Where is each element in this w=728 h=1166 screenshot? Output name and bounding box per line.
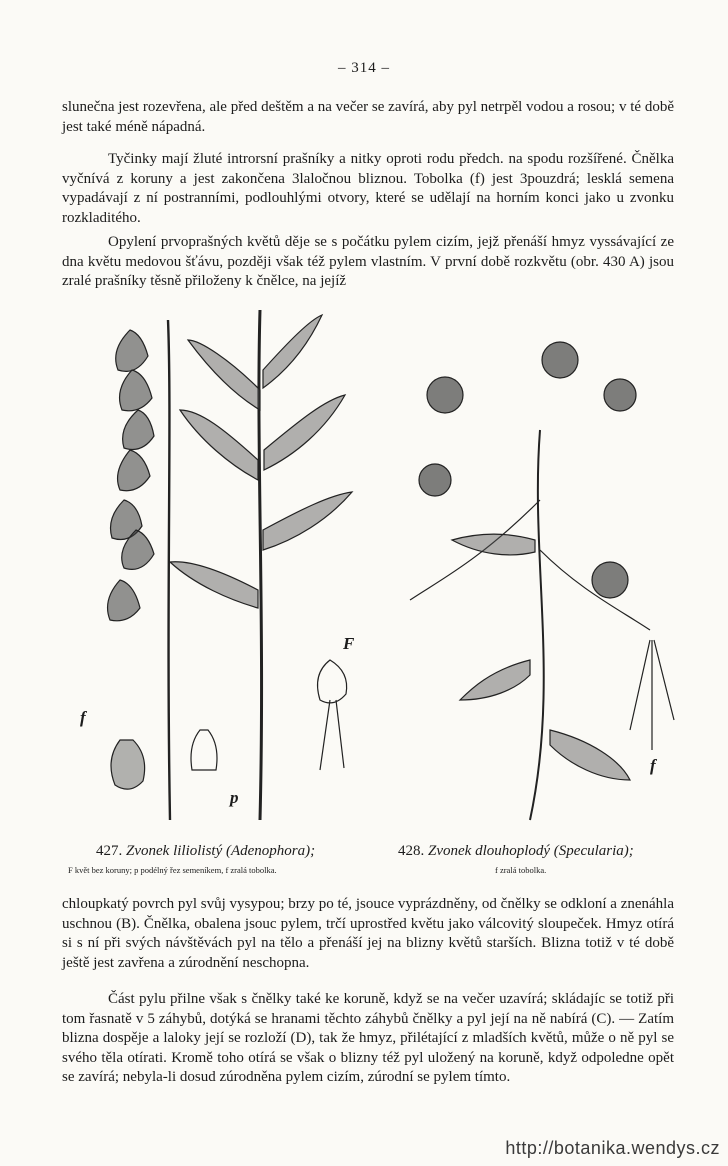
- specularia-flower: [604, 379, 636, 411]
- figure-427-number: 427.: [96, 843, 123, 859]
- adenophora-leafy-stem: [259, 310, 262, 820]
- label-f-428: f: [650, 756, 656, 775]
- specularia-flower: [427, 377, 463, 413]
- leaf: [264, 395, 345, 470]
- label-p-427: p: [230, 788, 239, 807]
- botanical-illustration: [60, 300, 680, 840]
- flower-F: [318, 660, 347, 703]
- leaf: [180, 410, 258, 480]
- figure-428-title: Zvonek dlouhoplodý (Specularia);: [428, 843, 634, 859]
- paragraph-4: chloupkatý povrch pyl svůj vysypou; brzy po té, jsouce vyprázdněny, od čnělky se odkloní a znenáhla uschnou (B). Čnělka, obalena jsouc pylem, trčí uprostřed květu jako válcovitý sloupeček. Hmyz otírá si s ní při svých návštěvách pyl na tělo a přenáší jej na blizny květů starších. Blizna totiž v té době ještě jest zavřena a zúrodnění neschopna.: [62, 896, 674, 971]
- figure-428-subcaption: f zralá tobolka.: [495, 865, 547, 875]
- leaf: [550, 730, 630, 780]
- leaf: [263, 492, 352, 550]
- paragraph-1: slunečna jest rozevřena, ale před deštěm a na večer se zavírá, aby pyl netrpěl vodou a rosou; v té době jest také méně nápadná.: [62, 99, 674, 135]
- figure-428-number: 428.: [398, 843, 425, 859]
- bell-flower: [123, 410, 154, 450]
- page-number: – 314 –: [338, 60, 390, 76]
- figure-428-caption: [398, 843, 634, 860]
- bell-flower: [116, 330, 148, 371]
- leaf: [452, 534, 535, 555]
- ovary-section-p: [191, 730, 217, 770]
- figure-427-title: Zvonek liliolistý (Adenophora);: [126, 843, 316, 859]
- capsule-f: [111, 740, 145, 789]
- footer-url[interactable]: http://botanika.wendys.cz: [505, 1138, 720, 1158]
- paragraph-3: Opylení prvoprašných květů děje se s počátku pylem cizím, jejž přenáší hmyz vyssávající ze dna květu medovou šťávu, později však též pylem vlastním. V první době rozkvětu (obr. 430 A) jsou zralé prašníky těsně přiloženy k čnělce, na jejíž: [62, 234, 674, 289]
- figure-427-caption: [96, 843, 315, 860]
- bell-flower: [120, 370, 152, 411]
- specularia-flower: [592, 562, 628, 598]
- capsule-f-428: [630, 640, 674, 750]
- leaf: [170, 562, 258, 608]
- paragraph-5: Část pylu přilne však s čnělky také ke koruně, když se na večer uzavírá; skládajíc se totiž při tom řasnatě v 5 záhybů, dotýká se hranami těchto záhybů čnělky a pyl její na ně nabírá (C). — Zatím blizna dospěje a laloky její se rozloží (D), tak že hmyz, přilétající z mladších květů, může o ně pyl se svého těla otírati. Kromě toho otírá se však o blizny též pyl uložený na koruně, když odpoledne opět se zavírá; nebyla-li dosud zúrodněna pylem cizím, zúrodní se pylem tímto.: [62, 991, 674, 1085]
- paragraph-2: Tyčinky mají žluté introrsní prašníky a nitky oproti rodu předch. na spodu rozšířené. Čnělka vyčnívá z koruny a jest zakončena 3laločnou bliznou. Tobolka (f) jest 3pouzdrá; lesklá semena vypadávají z ní postranními, podlouhlými otvory, které se udělají na horním konci jako u zvonku rozkladitého.: [62, 151, 674, 226]
- leaf: [263, 315, 322, 388]
- leaf: [460, 660, 530, 700]
- bell-flower: [118, 450, 150, 491]
- bell-flower: [108, 580, 140, 621]
- plant-engravings: [60, 300, 680, 840]
- flower-F-stamens: [320, 700, 344, 770]
- figure-427-subcaption: F květ bez koruny; p podélný řez semeníkem, f zralá tobolka.: [68, 865, 277, 875]
- specularia-flower: [419, 464, 451, 496]
- leaf: [188, 340, 260, 410]
- label-f-427: f: [80, 708, 86, 727]
- specularia-stem: [530, 430, 544, 820]
- adenophora-flower-stem: [168, 320, 170, 820]
- label-F-427: F: [343, 634, 355, 653]
- specularia-flower: [542, 342, 578, 378]
